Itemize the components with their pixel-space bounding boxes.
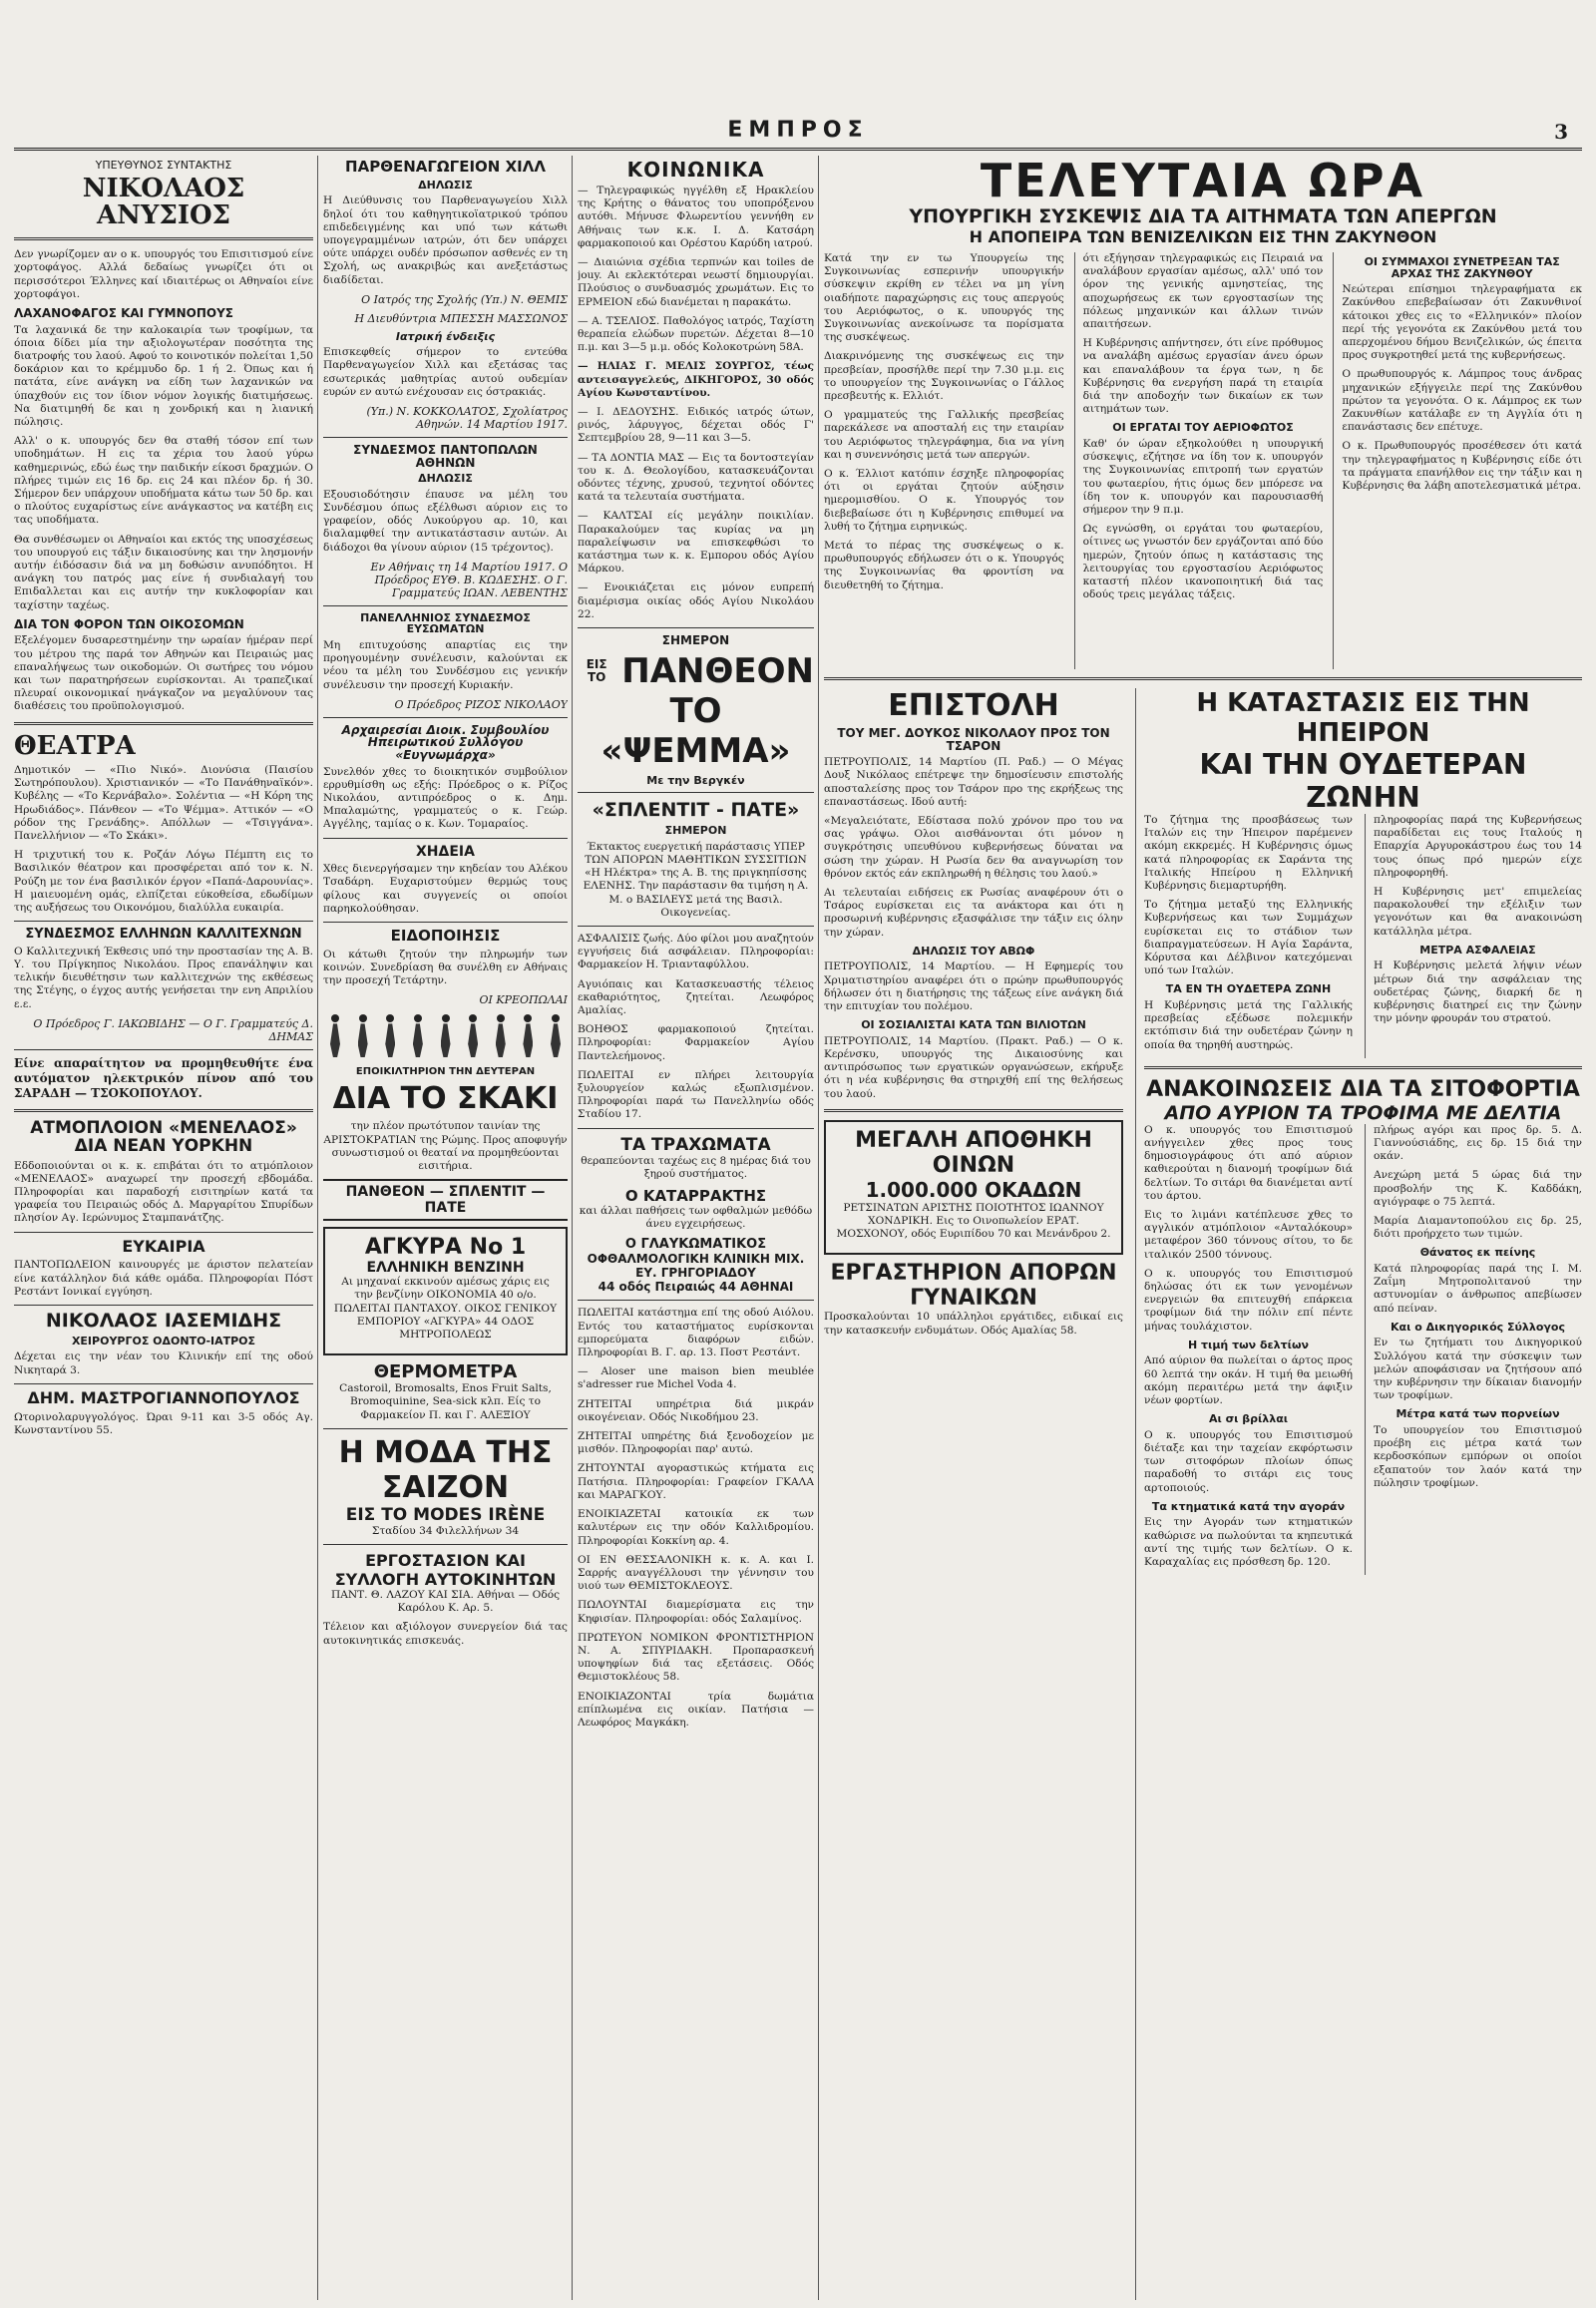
news-subheading: ΟΙ ΣΟΣΙΑΛΙΣΤΑΙ ΚΑΤΑ ΤΩΝ ΒΙΛΙΟΤΩΝ [861, 1018, 1086, 1032]
notice-signature: Ο Πρόεδρος ΡΙΖΟΣ ΝΙΚΟΛΑΟΥ [394, 697, 568, 711]
wine-ad-amount: 1.000.000 ΟΚΑΔΩΝ [865, 1177, 1082, 1202]
news-subheading: ΤΑ ΕΝ ΤΗ ΟΥΔΕΤΕΡΑ ΖΩΝΗ [1165, 982, 1332, 996]
petrol-ad [323, 1227, 568, 1355]
dancer-figure [412, 1014, 424, 1058]
letter-heading: ΕΠΙΣΤΟΛΗ [888, 688, 1059, 723]
notice-heading: ΧΗΔΕΙΑ [416, 843, 475, 860]
divider [323, 1544, 568, 1545]
cinema-ad-venue: «ΣΠΛΕΝΤΙΤ - ΠΑΤΕ» [592, 799, 800, 822]
column-rule [572, 156, 573, 2300]
classified-item: ΕΝΟΙΚΙΑΖΟΝΤΑΙ τρία δωμάτια επίπλωμένα εις οικίαν. Πατήσια — Λεωφόρος Μαγκάκη. [578, 1690, 814, 1729]
news-subheading: ΟΙ ΣΥΜΜΑΧΟΙ ΣΥΝΕΤΡΕΞΑΝ ΤΑΣ ΑΡΧΑΣ ΤΗΣ ΖΑΚΥΝΘΟΥ [1364, 255, 1560, 280]
notice-subheading: Ιατρική ένδειξις [395, 329, 496, 343]
notice-heading: ΕΙΔΟΠΟΙΗΣΙΣ [390, 927, 501, 946]
article-paragraph: Δεν γνωρίζομεν αν ο κ. υπουργός του Επισιτισμού είνε χορτοφάγος. Αλλά δεδαίως γνωρίζει ότι οι περισσότεροι Έλληνες καί ιδιαιτέρως οι Αθηναίοι είνε χορτοφάγοι. [14, 248, 313, 300]
news-paragraph: Η Κυβέρνησις μετ' επιμελείας παρακολουθεί την εξέλιξιν των γεγονότων και θα ανακοινώση κατάλληλα μέτρα. [1374, 886, 1582, 938]
social-item: — ΚΑΛΤΣΑΙ είς μεγάλην ποικιλίαν. Παρακαλούμεν τας κυρίας να μη παραλείψωσιν να επισκεφθώσι το κατάστημα των κ. κ. Εμπορου οδός Αγίου Μάρκου. [578, 510, 814, 576]
dancer-figure [522, 1014, 534, 1058]
divider [323, 437, 568, 438]
news-paragraph: Η Κυβέρνησις μετά της Γαλλικής πρεσβείας εξέδωσε πολεμικήν εκτόπισιν διά την ουδετέραν ζώνην η οποία θα τηρηθή αυστηρώς. [1144, 998, 1353, 1051]
dancer-figure [357, 1014, 369, 1058]
wine-ad-title: ΜΕΓΑΛΗ ΑΠΟΘΗΚΗ ΟΙΝΩΝ [855, 1127, 1092, 1178]
news-columns-bottom [824, 688, 1582, 2300]
notice-heading: ΠΑΝΕΛΛΗΝΙΟΣ ΣΥΝΔΕΣΜΟΣ ΕΥΣΩΜΑΤΩΝ [360, 610, 531, 636]
news-paragraph: Μαρία Διαμαντοπούλου εις δρ. 25, διότι προήρχετο των τιμών. [1374, 1215, 1582, 1241]
theatres-heading: ΘΕΑΤΡΑ [14, 730, 136, 761]
news-paragraph: Το ζήτημα της προσβάσεως των Ιταλών εις την Ήπειρον παρέμενεν ακόμη εκκρεμές. Η Κυβέρνησις όμως κατά πληροφορίας εκ Σαράντα της Ιταλικής Ηπείρου η Ελληνική Κυβέρνησις διεμαρτυρήθη. [1144, 814, 1353, 893]
news-paragraph: ΠΕΤΡΟΥΠΟΛΙΣ, 14 Μαρτίου (Π. Ραδ.) — Ο Μέγας Δουξ Νικόλαος επέτρεψε την δημοσίευσιν επιστολής αποσταλείσης προς τον Τσάρον προ της εκρήξεως της επαναστάσεως. Ιδού αυτή: [824, 756, 1123, 808]
epirus-body [1144, 814, 1582, 1058]
wine-ad-text: ΡΕΤΣΙΝΑΤΩΝ ΑΡΙΣΤΗΣ ΠΟΙΟΤΗΤΟΣ ΙΩΑΝΝΟΥ ΧΟΝΔΡΙΚΗ. Εις το Οινοπωλείον ΕΡΑΤ. ΜΟΣΧΟΝΟΥ, οδός Ευριπίδου 70 και Μενάνδρου 2. [836, 1201, 1111, 1241]
workshop-ad-title: ΕΡΓΑΣΤΗΡΙΟΝ ΑΠΟΡΩΝ ΓΥΝΑΙΚΩΝ [830, 1261, 1117, 1312]
news-paragraph: Καθ' όν ώραν εξηκολούθει η υπουργική σύσκεψις, εζήτησε να ίδη τον κ. υπουργόν της Συγκοινωνίας επιτροπή των εργατών του φωταερίου, ήτις όμως δεν μπόρεσε να ίδη τον κ. υπουργόν και παρουσιασθή σήμερον την 9 π.μ. [1082, 437, 1324, 516]
notice-text: Ο Καλλιτεχνική Έκθεσις υπό την προστασίαν της Α. Β. Υ. του Πρίγκηπος Νικολάου. Προς επανάληψιν και τελικήν διευθέτησιν των καλλιτεχνών της εκθέσεως της Στέγης, ο έγχος αυτής γενήσεται την ενη Απριλίου ε.ε. [14, 945, 313, 1010]
divider [824, 1109, 1123, 1112]
food-body [1144, 1124, 1582, 1575]
news-subheading: Και ο Δικηγορικός Σύλλογος [1391, 1320, 1565, 1334]
doctor-text: Ωτορινολαρυγγολόγος. Ώραι 9-11 και 3-5 οδός Αγ. Κωνσταντίνου 55. [14, 1410, 313, 1436]
divider [578, 627, 814, 628]
news-paragraph: Ως εγνώσθη, οι εργάται του φωταερίου, οίτινες ως γνωστόν δεν εργάζονται από δύο ημερών, ζητούν όπως η κατάστασις της λειτουργίας του εργοστασίου Αεριόφωτος καταστή πλέον ικανοποιητική διά τας οδούς τρεις μεγάλας τάξεις. [1082, 523, 1324, 601]
divider [323, 605, 568, 606]
clinic-ad-heading: ΤΑ ΤΡΑΧΩΜΑΤΑ [620, 1134, 771, 1155]
news-paragraph: ΠΕΤΡΟΥΠΟΛΙΣ, 14 Μαρτίου. (Πρακτ. Ραδ.) — Ο κ. Κερένσκυ, υπουργός της Δικαιοσύνης και αντιπρόσωπος των εργατικών οργανώσεων, εκήρυξε ότι η νέα κυβέρνησις θα στηριχθή επί της θελήσεως του λαού. [824, 1034, 1123, 1100]
news-paragraph: Εις την Αγοράν των κτηματικών καθώρισε να πωλούνται τα κηπευτικά αντί της τιμής των δελτίων. Ο κ. Καραχαλίας εις πρόσθεση δρ. 120. [1144, 1516, 1353, 1568]
ship-ad-heading: ΑΤΜΟΠΛΟΙΟΝ «ΜΕΝΕΛΑΟΣ» ΔΙΑ ΝΕΑΝ ΥΟΡΚΗΝ [30, 1117, 297, 1156]
news-paragraph: Από αύριον θα πωλείται ο άρτος προς 60 λεπτά την οκάν. Η τιμή θα μειωθή ακόμη περαιτέρω μετά την άφιξιν νέων φορτίων. [1144, 1354, 1353, 1406]
notice-heading: ΣΥΝΔΕΣΜΟΣ ΠΑΝΤΟΠΩΛΩΝ ΑΘΗΝΩΝ [353, 443, 538, 470]
notice-signature: ΟΙ ΚΡΕΟΠΩΛΑΙ [479, 993, 568, 1007]
ship-ad-text: Εδδοποιούνται οι κ. κ. επιβάται ότι το ατμόπλοιον «ΜΕΝΕΛΑΟΣ» αναχωρεί την προσεχή εβδομάδα. Πληροφορίαι και παραδοχή εισιτηρίων κατά τα γραφεία του Πειραιώς οδός Δ. Μαργαρίτου Σπυρίδων πλησίον Αγ. Ιερώνυμος Σταμπανάτζης. [14, 1159, 313, 1225]
epirus-headline-2: ΚΑΙ ΤΗΝ ΟΥΔΕΤΕΡΑΝ ΖΩΝΗΝ [1199, 748, 1527, 814]
social-item: — Τηλεγραφικώς ηγγέλθη εξ Ηρακλείου της Κρήτης ο θάνατος του υποπρόξενου αυτόθι. Μήνυσε Φλωρεντίου γεννήθη εν Αθήναις των κ.κ. Ι. Δ. Κατσάρη φαρμακοποιού και Ορέστου Καρύδη ιατρού. [578, 185, 814, 249]
classified-item: ΟΙ ΕΝ ΘΕΣΣΑΛΟΝΙΚΗ κ. κ. Α. και Ι. Σαρρής αναγγέλλουσι την γέννησιν του υιού των ΘΕΜΙΣΤΟΚΛΕΟΥΣ. [578, 1553, 814, 1593]
epirus-headline: Η ΚΑΤΑΣΤΑΣΙΣ ΕΙΣ ΤΗΝ ΗΠΕΙΡΟΝ [1196, 688, 1530, 748]
news-subheading: Αι σι βρίλλαι [1208, 1412, 1289, 1426]
social-item: — ΤΑ ΔΟΝΤΙΑ ΜΑΣ — Εις τα δοντοστεγίαν του κ. Δ. Θεολογίδου, κατασκευάζονται οδόντες τέχνης, χρυσού, τεχνητοί οδόντες κατά τα τελευταία συστήματα. [578, 451, 814, 504]
fashion-ad-title: Η ΜΟΔΑ ΤΗΣ ΣΑΙΖΟΝ [338, 1434, 553, 1505]
letter-column [824, 688, 1123, 2300]
clinic-ad-heading: Ο ΚΑΤΑΡΡΑΚΤΗΣ [624, 1187, 767, 1206]
notice-signature: Εν Αθήναις τη 14 Μαρτίου 1917. Ο Πρόεδρος ΕΥΘ. Β. ΚΩΔΕΣΗΣ. Ο Γ. Γραμματεύς ΙΩΑΝ. ΛΕΒΕΝΤΗΣ [370, 560, 568, 599]
page-number: 3 [1554, 120, 1568, 144]
classified-item: ΖΗΤΕΙΤΑΙ υπηρέτρια διά μικράν οικογένειαν. Οδός Νικοδήμου 23. [578, 1397, 814, 1423]
newspaper-page [14, 0, 1582, 2308]
news-paragraph: Αι τελευταίαι ειδήσεις εκ Ρωσίας αναφέρουν ότι ο Τσάρος ευρίσκεται εις τα ανάκτορα και ότι η προσωρινή κυβέρνησις εξασφάλισε την τάξιν εις όλην την χώραν. [824, 887, 1123, 939]
divider [578, 926, 814, 927]
secondary-headline: Η ΑΠΟΠΕΙΡΑ ΤΩΝ ΒΕΝΙΖΕΛΙΚΩΝ ΕΙΣ ΤΗΝ ΖΑΚΥΝΘΟΝ [969, 227, 1437, 246]
letter-subheading: ΤΟΥ ΜΕΓ. ΔΟΥΚΟΣ ΝΙΚΟΛΑΟΥ ΠΡΟΣ ΤΟΝ ΤΣΑΡΟΝ [837, 726, 1110, 753]
petrol-ad-subtitle: ΕΛΛΗΝΙΚΗ ΒΕΝΖΙΝΗ [366, 1260, 525, 1277]
news-paragraph: Ο κ. Έλλιοτ κατόπιν έσχηξε πληροφορίας ότι οι εργάται ζητούν αύξησιν ημερομισθίου. Ο κ. Υπουργός τον διεβεβαίωσε ότι η Κυβέρνησις επιθυμεί να λυθή το ζήτημα ειρηνικώς. [824, 468, 1064, 533]
news-column [1333, 252, 1582, 669]
news-subheading: Τα κτηματικά κατά την αγοράν [1151, 1499, 1346, 1513]
social-item: — Α. ΤΣΕΛΙΟΣ. Παθολόγος ιατρός, Ταχίστη θεραπεία ελώδων πυρετών. Δέχεται 8—10 π.μ. και 3—5 μ.μ. οδός Κολοκοτρώνη 58Α. [578, 314, 814, 354]
social-item: — Διαιώνια σχέδια τερπνών και toiles de jouy. Αι εκλεκτότεραι νεωστί δημιουργίαι. Πλούσιος ο συνδυασμός χρωμάτων. Εις το ΕΡΜΕΙΟΝ εδώ διανέμεται η παρακάτω. [578, 256, 814, 308]
news-paragraph: Ο κ. υπουργός του Επισιτισμού δηλώσας ότι εκ των γενομένων ενεργειών θα επιτευχθή επάρκεια τροφίμων διά την πόλιν επί πέντε μήνας τουλάχιστον. [1144, 1267, 1353, 1333]
divider [323, 717, 568, 718]
classified-heading: ΕΥΚΑΙΡΙΑ [122, 1236, 205, 1256]
epirus-column [1135, 688, 1582, 2300]
article-subheading: ΔΙΑ ΤΟΝ ΦΟΡΟΝ ΤΩΝ ΟΙΚΟΣΟΜΩΝ [14, 616, 244, 631]
theatre-ad-prefix: ΕΙΣ ΤΟ [586, 657, 607, 684]
notice-signature: Ο Ιατρός της Σχολής (Υπ.) Ν. ΘΕΜΙΣ [361, 292, 568, 306]
clinic-ad-text: και άλλαι παθήσεις των οφθαλμών μεθόδω άνευ εγχειρήσεως. [579, 1205, 813, 1231]
news-paragraph: Ανεχώρη μετά 5 ώρας διά την προσβολήν της Κ. Καδδάκη, αγιόγραφε ο 75 λεπτά. [1374, 1169, 1582, 1208]
column-rule [818, 156, 819, 2300]
news-paragraph: Διακρινόμενης της συσκέψεως εις την πρεσβείαν, προσήλθε περί την 7.30 μ.μ. εις το υπουργείον της Συγκοινωνίας ο Γάλλος πρεσβευτής κ. Ελλιότ. [824, 350, 1064, 403]
pharmacy-ad-text: Castoroil, Bromosalts, Enos Fruit Salts, Bromoquinine, Sea-sick κλπ. Είς το Φαρμακείον Π. και Γ. ΑΛΕΞΙΟΥ [339, 1382, 552, 1421]
divider [14, 722, 313, 725]
notice-signature: (Υπ.) Ν. ΚΟΚΚΟΛΑΤΟΣ, Σχολίατρος Αθηνών. 14 Μαρτίου 1917. [366, 405, 568, 432]
news-subheading: Μέτρα κατά των πορνείων [1396, 1407, 1560, 1421]
dancer-figure [384, 1014, 396, 1058]
theatre-ad-venue: ΠΑΝΘΕΟΝ [621, 650, 814, 691]
notice-subheading: ΔΗΛΩΣΙΣ [418, 472, 473, 486]
news-column [824, 252, 1064, 669]
main-headline: ΥΠΟΥΡΓΙΚΗ ΣΥΣΚΕΨΙΣ ΔΙΑ ΤΑ ΑΙΤΗΜΑΤΑ ΤΩΝ ΑΠΕΡΓΩΝ [909, 205, 1497, 227]
food-headline: ΑΝΑΚΟΙΝΩΣΕΙΣ ΔΙΑ ΤΑ ΣΙΤΟΦΟΡΤΙΑ [1146, 1076, 1580, 1102]
social-item: — Ι. ΔΕΔΟΥΣΗΣ. Ειδικός ιατρός ώτων, ρινός, λάρυγγος, δέχεται οδός Γ' Σεπτεμβρίου 28, 9—11 και 3—5. [578, 406, 814, 445]
doctor-name: ΝΙΚΟΛΑΟΣ ΙΑΣΕΜΙΔΗΣ [45, 1309, 282, 1332]
dancer-figure [329, 1014, 341, 1058]
news-paragraph: «Μεγαλειότατε, Εδίστασα πολύ χρόνον προ του να σας γράψω. Ολοι αισθάνονται ότι μόνον η συγκρότησις υπευθύνου κυβερνήσεως δύναται να σώση την χώραν. Η Ρωσία δεν θα αναγνωρίση τον θρόνον εκτός εάν εκπληρωθή η θέλησις του λαού.» [824, 815, 1123, 880]
pharmacy-ad-title: ΘΕΡΜΟΜΕΤΡΑ [373, 1361, 518, 1383]
divider [578, 1128, 814, 1129]
news-paragraph: Ο κ. υπουργός του Επισιτισμού ανήγγειλεν χθες προς τους δημοσιογράφους ότι από αύριον καθιερούται η διανομή τροφίμων διά δελτίων. Το σιτάρι θα διανέμεται αντί του άρτου. [1144, 1123, 1353, 1202]
fashion-ad-subtitle: ΕΙΣ ΤΟ MODES IRÈNE [345, 1504, 546, 1525]
clinic-ad-text: θεραπεύονται ταχέως εις 8 ημέρας διά του ξηρού συστήματος. [581, 1154, 811, 1180]
divider [14, 1232, 313, 1233]
dancer-figure [440, 1014, 452, 1058]
news-paragraph: ότι εξήγησαν τηλεγραφικώς εις Πειραιά να αναλάβουν εργασίαν αμέσως, αλλ' υπό τον όρον της γενικής αμνηστείας, της αποχωρήσεως εκ των εργοστασίων της πόλεως μηχανικών και άλλων τινών απαιτήσεων. [1082, 252, 1324, 331]
news-paragraph: ΠΕΤΡΟΥΠΟΛΙΣ, 14 Μαρτίου. — Η Εφημερίς του Χριματιστηρίου αναφέρει ότι ο πρώην πρωθυπουργός δήλωσεν ότι η διατήρησις της τάξεως είνε ανάγκη διά την επιτυχίαν του πολέμου. [824, 961, 1123, 1012]
doctor-title: ΧΕΙΡΟΥΡΓΟΣ ΟΔΟΝΤΟ-ΙΑΤΡΟΣ [71, 1334, 256, 1347]
article-paragraph: Τα λαχανικά δε την καλοκαιρία των τροφίμων, τα όποια δίδει μία την αξιολογωτέραν ποσότητα της διατροφής του λαού. Αφού το κοινοτικόν πολείται 1,50 δοκάριον και το κρέμμυδο δρ. 1 ή 2. Όπως και ή πατάτα, είνε ανάγκη να είδη των λαχανικών να ύπαχθούν εις τον ίδιον νόμον λογικής διατιμήσεως. Να διατιμηθή δε και η χονδρική και η λιανική πώλησις. [14, 323, 313, 428]
car-ad-text: ΠΑΝΤ. Θ. ΛΑΖΟΥ ΚΑΙ ΣΙΑ. Αθήναι — Οδός Καρόλου Κ. Αρ. 5. [330, 1589, 561, 1615]
notice-text: Χθες διενεργήσαμεν την κηδείαν του Αλέκου Τσαδάρη. Ευχαριστούμεν θερμώς τους φίλους και συγγενείς οι οποίοι παρηκολούθησαν. [323, 863, 568, 915]
car-ad-note: Τέλειον και αξιόλογον συνεργείον διά τας αυτοκινητικάς επισκευάς. [323, 1621, 568, 1647]
wine-ad [824, 1120, 1123, 1256]
classified-text: ΠΑΝΤΟΠΩΛΕΙΟΝ καινουργές με άριστον πελατείαν είνε κατάλληλον διά κάθε ομάδα. Πληροφορίαι Πόστ Ρεστάντ Ιονικαί εγγύηση. [14, 1259, 313, 1298]
social-heading: ΚΟΙΝΩΝΙΚΑ [626, 158, 765, 182]
cinema-ad-text: Έκτακτος ευεργετική παράστασις ΥΠΕΡ ΤΩΝ ΑΠΟΡΩΝ ΜΑΘΗΤΙΚΩΝ ΣΥΣΣΙΤΙΩΝ «Η Ηλέκτρα» της Α. Β. της πριγκηπίσσης ΕΛΕΝΗΣ. Την παράστασιν θα τιμήση η Α. Μ. ο ΒΑΣΙΛΕΥΣ μετά της Βασιλ. Οικογενείας. [583, 840, 809, 919]
news-paragraph: Ο κ. Πρωθυπουργός προσέθεσεν ότι κατά την τηλεγραφήματος η Κυβέρνησις είδε ότι τα πράγματα επανήλθον εις την τάξιν και η Κυβέρνησις θα λάβη αποτελεσματικά μέτρα. [1342, 440, 1582, 492]
news-paragraph: Κατά πληροφορίας παρά της Ι. Μ. Ζαΐμη Μητροπολιτανού την αστυνομίαν ο άνθρωπος απεβίωσεν από πείναν. [1374, 1262, 1582, 1315]
dancer-figure [495, 1014, 507, 1058]
news-subheading: ΔΗΛΩΣΙΣ ΤΟΥ ΑΒΩΦ [912, 944, 1035, 958]
notice-text: Εξουσιοδότησιν έπαυσε να μέλη του Συνδέσμου όπως εξέλθωσι αύριον εις το γραφείον, οδός Λυκούργου αρ. 10, και διαλαμφθεί την αντικατάστασιν αυτών. Αι διάδοχοι θα γίνουν αύριον (15 τρέχοντος). [323, 488, 568, 554]
divider [14, 1305, 313, 1306]
article-paragraph: Αλλ' ο κ. υπουργός δεν θα σταθή τόσον επί των υποδημάτων. Η εις τα χέρια του λαού γύρω καθημερινώς, εδώ έως την παιδικήν είκοσι δραχμών. Ο πλήρες τιμών εις 16 δρ. εις 24 και πλέον δρ. ή 30. Σήμερον δεν υπάρχουν υποδήματα κάτω των 50 δρ. και ο πλούτος ευχαρίστως είνε ανάγκαστος να κατέβη εις τας υποδήματα. [14, 435, 313, 527]
news-subheading: ΜΕΤΡΑ ΑΣΦΑΛΕΙΑΣ [1419, 943, 1536, 957]
notice-subheading: ΔΗΛΩΣΙΣ [418, 178, 473, 192]
divider [1144, 1066, 1582, 1069]
divider [824, 677, 1582, 680]
column-4-news [824, 156, 1582, 2300]
divider [14, 921, 313, 922]
news-paragraph: Ο πρωθυπουργός κ. Λάμπρος τους άνδρας μηχανικών εξήγγειλε περί της Ζακύνθου πρώτον τα γεγονότα. Ο κ. Λάμπρος εκ των Ζακυνθίων κατάλαβε εν τη Αγγλία ότι η επανάστασις δεν επέτυχε. [1342, 368, 1582, 434]
cinema-ad-title: ΔΙΑ ΤΟ ΣΚΑΚΙ [332, 1081, 559, 1117]
masthead [14, 118, 1582, 151]
news-columns-top [824, 252, 1582, 669]
article-paragraph: Εξελέγομεν δυσαρεστημένην την ωραίαν ήμέραν περί του μέτρου της παρά τον Αθηνών και Πειραιώς μας επαναλήψεως των οικοδομών. Οι σωτήρες του νόμου και των παρατηρήσεων ευρίσκονται. Αι τραπεζικαί πλευραί οικονομικαί ηνάγκαζον να μεγαλύνουν τας διαθέσεις του προϋπολογισμού. [14, 634, 313, 713]
column-3 [578, 156, 814, 2300]
news-subheading: Θάνατος εκ πείνης [1419, 1246, 1536, 1260]
divider [14, 1109, 313, 1112]
dancer-figure [550, 1014, 562, 1058]
divider [323, 922, 568, 923]
cinema-ad-venue: ΠΑΝΘΕΟΝ — ΣΠΛΕΝΤΙΤ — ΠΑΤΕ [323, 1179, 568, 1221]
classified-item: — Aloser une maison bien meublée s'adresser rue Michel Voda 4. [578, 1365, 814, 1391]
notice-text: Επισκεφθείς σήμερον το εντεύθα Παρθεναγωγείον Χιλλ και εξετάσας τας εσωτερικάς μαθητρίας αυτού ουδεμίαν ευρών εν αυτώ ενέχουσαν εις όστρακιάς. [323, 346, 568, 398]
divider [578, 1300, 814, 1301]
news-paragraph: Μετά το πέρας της συσκέψεως ο κ. πρωθυπουργός εδήλωσεν ότι ο κ. Υπουργός της Συγκοινωνίας θα φροντίση να διευθετηθή το ζήτημα. [824, 540, 1064, 591]
news-paragraph: Εν τω ζητήματι του Δικηγορικού Συλλόγου κατά την σύσκεψιν των μελών αποφάσισαν να ζητήσουν από την κυβέρνησιν την δίκαιαν διανομήν των τροφίμων. [1374, 1337, 1582, 1402]
dancer-figure [467, 1014, 479, 1058]
news-paragraph: Ο γραμματεύς της Γαλλικής πρεσβείας παρεκάλεσε να αποσταλή εις την εταιρίαν του Αεριόφωτος τηλεγράφημα, δια να γίνη και η συνεννόησις μετά των απεργών. [824, 409, 1064, 461]
clinic-ad-address: 44 οδός Πειραιώς 44 ΑΘΗΝΑΙ [598, 1280, 794, 1295]
notice-text: Συνελθόν χθες το διοικητικόν συμβούλιον ερρυθμίσθη ως εξής: Πρόεδρος ο κ. Ρίζος Νικολάου, αντιπρόεδρος ο κ. Δημ. Μπαλαμώτης, γραμματεύς ο κ. Γεώρ. Αγγέλης, ταμίας ο κ. Κων. Τομαραίος. [323, 765, 568, 831]
news-column [1144, 814, 1353, 1058]
column-rule [317, 156, 318, 2300]
fashion-ad-text: Σταδίου 34 Φιλελλήνων 34 [371, 1524, 520, 1537]
theatre-ad-subtitle: Με την Βεργκέν [646, 773, 745, 787]
social-item: — ΗΛΙΑΣ Γ. ΜΕΛΙΣ ΣΟΥΡΓΟΣ, τέως αντεισαγγελεύς, ΔΙΚΗΓΟΡΟΣ, 30 οδός Αγίου Κωνσταντίνου. [578, 360, 814, 399]
theatre-ad-today: ΣΗΜΕΡΟΝ [661, 633, 730, 648]
classified-item: ΒΟΗΘΟΣ φαρμακοποιού ζητείται. Πληροφορίαι: Φαρμακείον Αγίου Παντελεήμονος. [578, 1023, 814, 1062]
divider [323, 838, 568, 839]
classified-item: ΕΝΟΙΚΙΑΖΕΤΑΙ κατοικία εκ των καλυτέρων εις την οδόν Καλλιδρομίου. Πληροφορίαι Κοκκίνη αρ. 4. [578, 1508, 814, 1547]
notice-text: Οι κάτωθι ζητούν την πληρωμήν των κοινών. Συνεδρίαση θα συνέλθη εν Αθήναις την προσεχή Τετάρτην. [323, 948, 568, 987]
banner-headline: ΤΕΛΕΥΤΑΙΑ ΩΡΑ [980, 156, 1426, 207]
article-paragraph: Θα συνθέσωμεν οι Αθηναίοι και εκτός της υποσχέσεως του υπουργού εις τάξιν δικαιοσύνης και την λησμονήν αυτήν έιδόσασιν διά να μη δοθώσιν ανυπόδητοι. Η ανάγκη του πατρός μας είνε ή συνδιαλαγή του Επιδαλλεται και εις αυτήν την κυκλοφορίαν και ταχίστην ταχέως. [14, 533, 313, 611]
notice-heading: Αρχαιρεσίαι Διοικ. Συμβουλίου Ηπειρωτικού Συλλόγου «Ευγνωμάρχα» [341, 722, 550, 762]
divider [578, 792, 814, 793]
workshop-ad-text: Προσκαλούνται 10 υπάλληλοι εργάτιδες, ειδικαί εις την κατασκευήν ενδυμάτων. Οδός Αμαλίας 58. [824, 1311, 1123, 1337]
news-paragraph: πληροφορίας παρά της Κυβερνήσεως παραδίδεται εις τους Ιταλούς η Επαρχία Αργυροκάστρου έως του 14 τους όπως πρό ημερών είχε πληροφορηθή. [1374, 814, 1582, 879]
classified-item: ΖΗΤΕΙΤΑΙ υπηρέτης διά ξενοδοχείον με μισθόν. Πληροφορίαι παρ' αυτώ. [578, 1430, 814, 1456]
classified-item: Αγυιόπαις και Κατασκευαστής τέλειος εκαθαριότητος, ζητείται. Λεωφόρος Αμαλίας. [578, 977, 814, 1017]
advertisement: Είνε απαραίτητον να προμηθευθήτε ένα αυτόματον ηλεκτρικόν πίνον από του ΣΑΡΑΔΗ — ΤΣΟΚΟΠΟΥΛΟΥ. [14, 1055, 313, 1100]
classified-item: ΠΩΛΕΙΤΑΙ κατάστημα επί της οδού Αιόλου. Εντός του καταστήματος ευρίσκονται εμπορεύματα διαφόρων ειδών. Πληροφορίαι Β. Γ. αρ. 13. Ποστ Ρεστάντ. [578, 1307, 814, 1359]
notice-heading: ΣΥΝΔΕΣΜΟΣ ΕΛΛΗΝΩΝ ΚΑΛΛΙΤΕΧΝΩΝ [25, 927, 302, 943]
clinic-ad-heading: Ο ΓΛΑΥΚΩΜΑΤΙΚΟΣ [624, 1237, 767, 1253]
dancers-illustration [329, 1014, 562, 1058]
news-paragraph: Το ζήτημα μεταξύ της Ελληνικής Κυβερνήσεως και των Συμμάχων ευρίσκεται εις το στάδιον των διαπραγματεύσεων. Η Αγία Σαράντα, Κόρυτσα και Δέλβινον κατεχόμεναι υπό των Ιταλών. [1144, 899, 1353, 977]
classified-item: ΠΩΛΕΙΤΑΙ εν πλήρει λειτουργία ξυλουργείον καλώς εξωπλισμένον. Πληροφορίαι παρά τω Πανελληνίω οδός Σταδίου 17. [578, 1068, 814, 1121]
divider [14, 237, 313, 240]
cinema-ad-text: την πλέον πρωτότυπον ταινίαν της ΑΡΙΣΤΟΚΡΑΤΙΑΝ της Ρώμης. Προς αποφυγήν συνωστισμού οι θεαταί να προμηθεύονται εισιτήρια. [323, 1120, 568, 1172]
car-ad-title: ΕΡΓΟΣΤΑΣΙΟΝ ΚΑΙ ΣΥΛΛΟΓΗ ΑΥΤΟΚΙΝΗΤΩΝ [334, 1551, 557, 1590]
column-2 [323, 156, 568, 2300]
notice-signature: Ο Πρόεδρος Γ. ΙΑΚΩΒΙΔΗΣ — Ο Γ. Γραμματεύς Δ. ΔΗΜΑΣ [33, 1016, 313, 1043]
news-paragraph: Κατά την εν τω Υπουργείω της Συγκοινωνίας εσπερινήν υπουργικήν σύσκεψιν εκρίθη εν τέλει να μη γίνη οιαδήποτε παραχώρησις εις τους απεργούς του Αεριόφωτος, ο κ. υπουργός της Συγκοινωνίας ανεκοίνωσε τα πορίσματα της συσκέψεως. [824, 252, 1064, 344]
divider [14, 1049, 313, 1050]
news-subheading: Η τιμή των δελτίων [1188, 1338, 1309, 1351]
news-paragraph: Η Κυβέρνησις απήντησεν, ότι είνε πρόθυμος να αναλάβη αμέσως εργασίαν άνευ όρων και επαναλάβουν τα έργα των, η δε Κυβέρνησις θα ενεργήση παρά τη εταιρία διά την αποδοχήν των δικαίων εκ των αιτημάτων των. [1082, 337, 1324, 416]
theatres-listing: Δημοτικόν — «Πιο Νικό». Διονύσια (Παισίου Σωτηρόπουλου). Χριστιανικόν — «Το Πανάθηναϊκόν». Κυβέλης — «Το Κερνάβαλο». Σολέντια — «Η Κόρη της Ηρωδιάδος». Πάνθεον — «Το Ψέμμα». Αττικόν — «Ο ρόδον της Γρενάδης». Απόλλων — «Τσιγγάνα». Πανελλήνιον — «Το Σκάκι». [14, 763, 313, 842]
doctor-name: ΔΗΜ. ΜΑΣΤΡΟΓΙΑΝΝΟΠΟΥΛΟΣ [27, 1387, 300, 1407]
notice-signature: Η Διευθύντρια ΜΠΕΣΣΗ ΜΑΣΣΩΝΟΣ [354, 311, 568, 325]
notice-heading: ΠΑΡΘΕΝΑΓΩΓΕΙΟΝ ΧΙΛΛ [345, 158, 546, 176]
notice-text: Η Διεύθυνσις του Παρθεναγωγείου Χιλλ δηλοί ότι του καθηγητικοϊατρικού τρόπου επιδεδειγμένης και υπό των κάτωθι υπογεγραμμένων ιατρών, ότι δεν υπάρχει ούτε υπάρχει ουδέν πρόσωπον ασθενές εν τη Σχολή, ως ανακριβώς και ανεξετάστως διαδίδεται. [323, 194, 568, 286]
news-paragraph: Εις το λιμάνι κατέπλευσε χθες το αγγλικόν ατμόπλοιον «Ανταλόκουρ» μεταφέρον 360 τόννους σίτου, το δε ιταλικόν 2500 τόννους. [1144, 1209, 1353, 1261]
news-subheading: ΟΙ ΕΡΓΑΤΑΙ ΤΟΥ ΑΕΡΙΟΦΩΤΟΣ [1112, 421, 1294, 435]
news-column [1365, 1124, 1582, 1575]
divider [323, 1428, 568, 1429]
notice-text: Μη επιτυχούσης απαρτίας εις την προηγουμένην συνέλευσιν, καλούνται εκ νέου τα μέλη του Συνδέσμου εις γενικήν συνέλευσιν την προσεχή Κυριακήν. [323, 638, 568, 691]
news-paragraph: πλήρως αγόρι και προς δρ. 5. Δ. Γιαννούσιάδης, εις δρ. 15 διά την οκάν. [1374, 1123, 1582, 1163]
cinema-ad-today: ΣΗΜΕΡΟΝ [664, 824, 727, 838]
news-column [1365, 814, 1582, 1058]
social-item: — Ενοικιάζεται εις μόνον ευπρεπή διαμέρισμα οικίας οδός Αγίου Νικολάου 22. [578, 581, 814, 620]
editor-label: ΥΠΕΥΘΥΝΟΣ ΣΥΝΤΑΚΤΗΣ [95, 159, 232, 172]
petrol-ad-text: Αι μηχαναί εκκινούν αμέσως χάρις εις την βενζίνην ΟΙΚΟΝΟΜΙΑ 40 ο/ο. ΠΩΛΕΙΤΑΙ ΠΑΝΤΑΧΟΥ. ΟΙΚΟΣ ΓΕΝΙΚΟΥ ΕΜΠΟΡΙΟΥ «ΑΓΚΥΡΑ» 44 ΟΔΟΣ ΜΗΤΡΟΠΟΛΕΩΣ [333, 1276, 558, 1342]
classified-item: ΠΩΛΟΥΝΤΑΙ διαμερίσματα εις την Κηφισίαν. Πληροφορίαι: οδός Σαλαμίνος. [578, 1599, 814, 1625]
clinic-ad-name: ΟΦΘΑΛΜΟΛΟΓΙΚΗ ΚΛΙΝΙΚΗ ΜΙΧ. ΕΥ. ΓΡΗΓΟΡΙΑΔΟΥ [587, 1252, 805, 1281]
classified-item: ΑΣΦΑΛΙΣΙΣ ζωής. Δύο φίλοι μου αναζητούν εγγυήσεις διά ασφάλειαν. Πληροφορίαι: Φαρμακείον Η. Τριανταφύλλου. [578, 933, 814, 971]
editor-name: ΝΙΚΟΛΑΟΣ ΑΝΥΣΙΟΣ [82, 173, 245, 230]
food-subheadline: ΑΠΟ ΑΥΡΙΟΝ ΤΑ ΤΡΟΦΙΜΑ ΜΕ ΔΕΛΤΙΑ [1164, 1101, 1562, 1124]
news-column [1074, 252, 1324, 669]
newspaper-title: ΕΜΠΡΟΣ [727, 118, 869, 143]
news-paragraph: Ο κ. υπουργός του Επισιτισμού διέταξε και την ταχείαν εκφόρτωσιν των σιτοφόρων πλοίων όπως παραδοθή το σιτάρι εις τους αρτοποιούς. [1144, 1428, 1353, 1494]
classified-item: ΖΗΤΟΥΝΤΑΙ αγοραστικώς κτήματα εις Πατήσια. Πληροφορίαι: Γραφείον ΓΚΑΛΑ και ΜΑΡΑΓΚΟΥ. [578, 1462, 814, 1501]
article-subheading: ΛΑΧΑΝΟΦΑΓΟΣ ΚΑΙ ΓΥΜΝΟΠΟΥΣ [14, 305, 233, 320]
cinema-ad-date: ΕΠΟΙΚΙΛΤΗΡΙΟΝ ΤΗΝ ΔΕΥΤΕΡΑΝ [355, 1066, 536, 1078]
theatres-note: Η τριχυτική του κ. Ροζάν Λόγω Πέμπτη εις το Βασιλικόν θέατρον και προσφέρεται από τον κ. Ν. Ρούζη με τον ένα βασιλικόν έργον «Παπά-Δαρουνίας». Η μαιευομένη ομάς, ελπίζεται εύκοθείσα, εδωδίμων της αυξήσεως του Οικονόμου, διαλύλλα ευκαιρία. [14, 849, 313, 914]
theatre-ad-title: ΤΟ «ΨΕΜΜΑ» [600, 690, 791, 771]
column-1 [14, 156, 313, 2300]
news-column [1144, 1124, 1353, 1575]
classified-item: ΠΡΩΤΕΥΟΝ ΝΟΜΙΚΟΝ ΦΡΟΝΤΙΣΤΗΡΙΟΝ Ν. Α. ΣΠΥΡΙΔΑΚΗ. Προπαρασκευή υποψηφίων διά τας εξετάσεις. Οδός Θεμιστοκλέους 58. [578, 1631, 814, 1684]
news-paragraph: Νεώτεραι επίσημοι τηλεγραφήματα εκ Ζακύνθου επεβεβαίωσαν ότι Ζακυνθινοί κάτοικοι χθες εις το «Ελληνικόν» πλοίον περί τής γεγονότα εκ Ζακύνθου μετά του απερχομένου δήμου Βενιζελικών, ώς έπειτα προς συγκροτηθεί μετά της κυβερνήσεως. [1342, 283, 1582, 362]
petrol-ad-title: ΑΓΚΥΡΑ Νο 1 [364, 1235, 527, 1261]
divider [14, 1383, 313, 1384]
theatre-ad [578, 651, 814, 691]
news-paragraph: Η Κυβέρνησις μελετά λήψιν νέων μέτρων διά την ασφάλειαν της ουδετέρας ζώνης, διαρκή δε η κυβέρνησις διατηρεί εις την ζώνην την μόνην φρουράν του στρατού. [1374, 960, 1582, 1025]
doctor-text: Δέχεται εις την νέαν του Κλινικήν επί της οδού Νικηταρά 3. [14, 1350, 313, 1376]
news-paragraph: Το υπουργείον του Επισιτισμού προέβη εις μέτρα κατά των κερδοσκόπων εμπόρων οι οποίοι εξαπατούν τον λαόν κατά την πώλησιν τροφίμων. [1374, 1423, 1582, 1489]
